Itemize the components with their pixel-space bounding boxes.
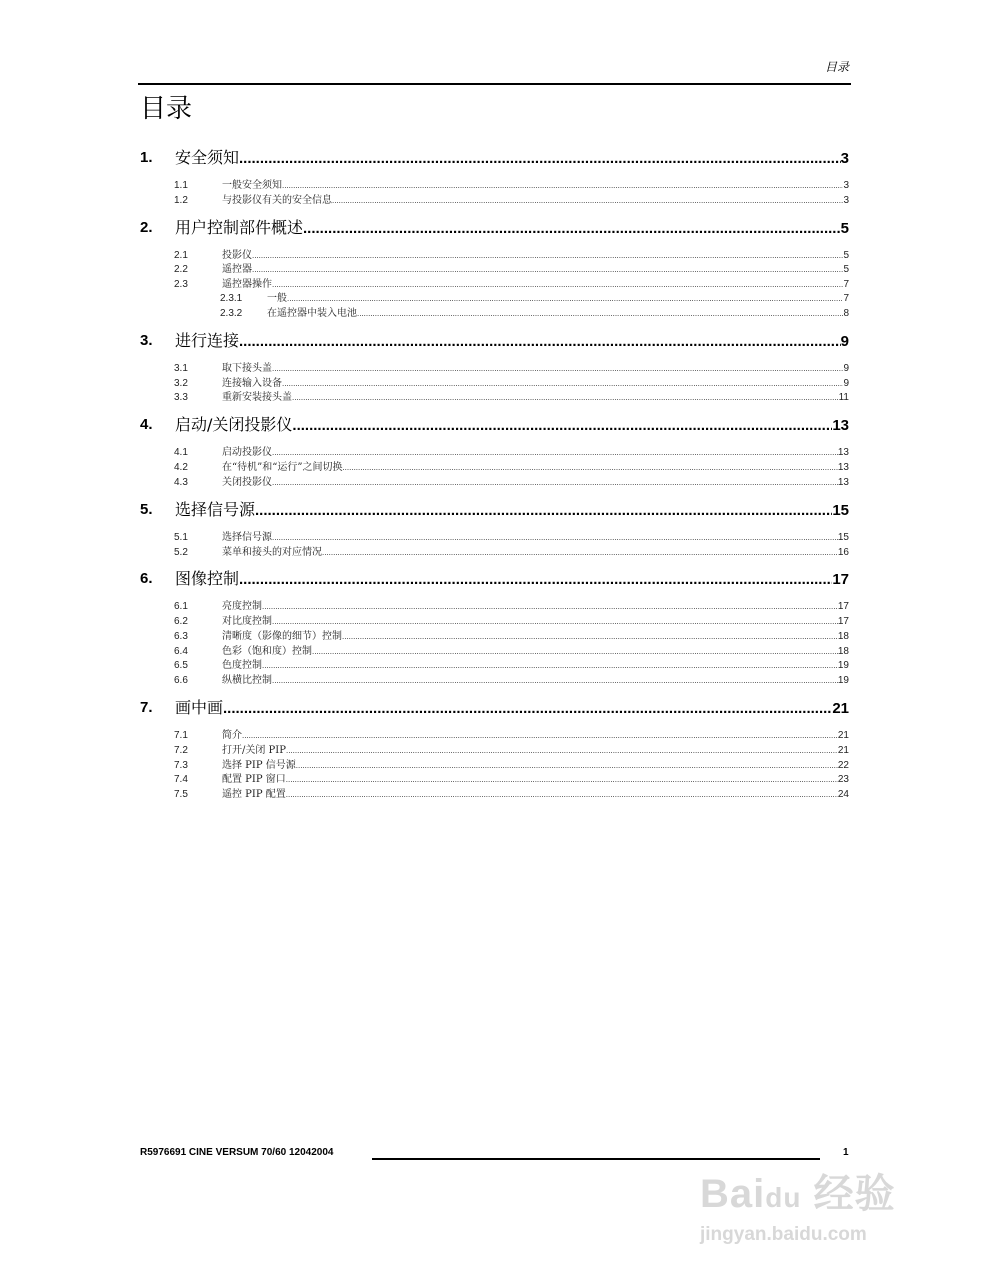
toc-number: 6.4 bbox=[174, 646, 188, 657]
toc-number: 6.3 bbox=[174, 631, 188, 642]
toc-number: 6.6 bbox=[174, 675, 188, 686]
toc-label: 遥控 PIP 配置 bbox=[222, 789, 286, 800]
toc-page-number: 5 bbox=[840, 220, 849, 237]
toc-label: 画中画 bbox=[175, 698, 224, 717]
toc-page-number: 7 bbox=[843, 293, 849, 304]
toc-page-number: 8 bbox=[843, 308, 849, 319]
toc-page-number: 18 bbox=[837, 646, 849, 657]
toc-entry[interactable] bbox=[0, 674, 849, 687]
dot-leader bbox=[287, 292, 843, 305]
toc-page-number: 15 bbox=[832, 502, 849, 519]
dot-leader bbox=[296, 759, 838, 772]
toc-label: 用户控制部件概述 bbox=[175, 218, 304, 237]
toc-page-number: 21 bbox=[832, 700, 849, 717]
dot-leader bbox=[282, 179, 843, 192]
dot-leader bbox=[312, 645, 838, 658]
dot-leader bbox=[272, 278, 843, 291]
toc-label: 连接输入设备 bbox=[222, 378, 282, 389]
toc-number: 3.2 bbox=[174, 378, 188, 389]
toc-page-number: 15 bbox=[837, 532, 849, 543]
toc-number: 2.1 bbox=[174, 250, 188, 261]
dot-leader bbox=[252, 263, 843, 276]
toc-number: 2.3 bbox=[174, 279, 188, 290]
toc-page-number: 19 bbox=[837, 660, 849, 671]
dot-leader bbox=[332, 194, 843, 207]
toc-page-number: 5 bbox=[843, 264, 849, 275]
dot-leader bbox=[255, 501, 832, 521]
toc-page-number: 22 bbox=[837, 760, 849, 771]
toc-label: 亮度控制 bbox=[222, 601, 262, 612]
toc-page-number: 9 bbox=[843, 378, 849, 389]
toc-label: 启动/关闭投影仪 bbox=[175, 415, 293, 434]
toc-label: 打开/关闭 PIP bbox=[222, 745, 286, 756]
toc-entry[interactable] bbox=[0, 249, 849, 262]
toc-entry[interactable] bbox=[0, 391, 849, 404]
dot-leader bbox=[239, 149, 841, 169]
dot-leader bbox=[282, 377, 843, 390]
toc-number: 6.2 bbox=[174, 616, 188, 627]
toc-entry[interactable] bbox=[0, 630, 849, 643]
toc-entry[interactable] bbox=[0, 659, 849, 672]
toc-entry[interactable] bbox=[0, 278, 849, 291]
toc-number: 6. bbox=[140, 570, 153, 587]
dot-leader bbox=[357, 307, 843, 320]
toc-label: 一般安全须知 bbox=[222, 180, 282, 191]
toc-label: 清晰度（影像的细节）控制 bbox=[222, 631, 342, 642]
toc-entry[interactable] bbox=[0, 148, 849, 168]
running-header: 目录 bbox=[824, 60, 849, 74]
toc-entry[interactable] bbox=[0, 615, 849, 628]
dot-leader bbox=[322, 546, 838, 559]
dot-leader bbox=[262, 600, 838, 613]
dot-leader bbox=[262, 659, 838, 672]
toc-label: 图像控制 bbox=[175, 569, 240, 588]
toc-label: 对比度控制 bbox=[222, 616, 272, 627]
toc-label: 遥控器操作 bbox=[222, 279, 272, 290]
toc-page-number: 24 bbox=[837, 789, 849, 800]
toc-page-number: 3 bbox=[843, 180, 849, 191]
toc-entry[interactable] bbox=[0, 759, 849, 772]
toc-entry[interactable] bbox=[0, 729, 849, 742]
watermark-url: jingyan.baidu.com bbox=[700, 1224, 867, 1245]
toc-number: 4.3 bbox=[174, 477, 188, 488]
toc-entry[interactable] bbox=[0, 500, 849, 520]
toc-label: 取下接头盖 bbox=[222, 363, 272, 374]
dot-leader bbox=[272, 446, 838, 459]
dot-leader bbox=[286, 744, 838, 757]
toc-label: 在遥控器中装入电池 bbox=[267, 308, 357, 319]
toc-entry[interactable] bbox=[0, 531, 849, 544]
toc-label: 投影仪 bbox=[222, 250, 252, 261]
toc-entry[interactable] bbox=[0, 331, 849, 351]
toc-number: 6.5 bbox=[174, 660, 188, 671]
toc-number: 6.1 bbox=[174, 601, 188, 612]
toc-page-number: 3 bbox=[840, 150, 849, 167]
dot-leader bbox=[272, 674, 838, 687]
toc-entry[interactable] bbox=[0, 773, 849, 786]
footer-rule bbox=[372, 1158, 820, 1160]
dot-leader bbox=[342, 461, 837, 474]
toc-page-number: 13 bbox=[832, 417, 849, 434]
toc-entry[interactable] bbox=[0, 179, 849, 192]
toc-number: 5. bbox=[140, 501, 153, 518]
toc-entry[interactable] bbox=[0, 307, 849, 320]
toc-entry[interactable] bbox=[0, 377, 849, 390]
toc-number: 5.1 bbox=[174, 532, 188, 543]
toc-entry[interactable] bbox=[0, 292, 849, 305]
toc-entry[interactable] bbox=[0, 476, 849, 489]
dot-leader bbox=[342, 630, 838, 643]
toc-entry[interactable] bbox=[0, 569, 849, 589]
toc-page-number: 18 bbox=[837, 631, 849, 642]
toc-number: 2.2 bbox=[174, 264, 188, 275]
toc-label: 启动投影仪 bbox=[222, 447, 272, 458]
toc-number: 4. bbox=[140, 416, 153, 433]
watermark-logo: Baidu 经验 bbox=[700, 1172, 896, 1216]
toc-page-number: 16 bbox=[837, 547, 849, 558]
toc-page-number: 21 bbox=[837, 730, 849, 741]
toc-label: 选择信号源 bbox=[222, 532, 272, 543]
toc-page-number: 9 bbox=[843, 363, 849, 374]
dot-leader bbox=[242, 729, 838, 742]
dot-leader bbox=[272, 615, 838, 628]
header-rule bbox=[138, 83, 851, 85]
toc-label: 与投影仪有关的安全信息 bbox=[222, 195, 332, 206]
toc-page-number: 17 bbox=[832, 571, 849, 588]
toc-entry[interactable] bbox=[0, 788, 849, 801]
toc-page-number: 7 bbox=[843, 279, 849, 290]
dot-leader bbox=[239, 570, 832, 590]
toc-number: 3. bbox=[140, 332, 153, 349]
toc-number: 2. bbox=[140, 219, 153, 236]
toc-label: 配置 PIP 窗口 bbox=[222, 774, 286, 785]
dot-leader bbox=[303, 219, 841, 239]
toc-page-number: 11 bbox=[838, 392, 849, 403]
dot-leader bbox=[272, 476, 838, 489]
toc-entry[interactable] bbox=[0, 546, 849, 559]
toc-number: 2.3.1 bbox=[220, 293, 243, 304]
toc-page-number: 13 bbox=[837, 477, 849, 488]
footer-page-number: 1 bbox=[843, 1147, 849, 1158]
toc-label: 进行连接 bbox=[175, 331, 240, 350]
toc-number: 7. bbox=[140, 699, 153, 716]
toc-entry[interactable] bbox=[0, 600, 849, 613]
toc-label: 纵横比控制 bbox=[222, 675, 272, 686]
toc-label: 安全须知 bbox=[175, 148, 240, 167]
toc-entry[interactable] bbox=[0, 645, 849, 658]
toc-page-number: 17 bbox=[837, 601, 849, 612]
toc-entry[interactable] bbox=[0, 698, 849, 718]
toc-entry[interactable] bbox=[0, 263, 849, 276]
toc-number: 1.1 bbox=[174, 180, 188, 191]
toc-label: 在“待机”和“运行”之间切换 bbox=[222, 462, 343, 473]
dot-leader bbox=[292, 391, 839, 404]
toc-number: 2.3.2 bbox=[220, 308, 243, 319]
toc-number: 1.2 bbox=[174, 195, 188, 206]
toc-number: 7.2 bbox=[174, 745, 188, 756]
toc-page-number: 5 bbox=[843, 250, 849, 261]
toc-page-number: 21 bbox=[837, 745, 849, 756]
toc-entry[interactable] bbox=[0, 194, 849, 207]
toc-page-number: 13 bbox=[837, 447, 849, 458]
toc-label: 一般 bbox=[267, 293, 287, 304]
dot-leader bbox=[292, 416, 832, 436]
dot-leader bbox=[272, 362, 843, 375]
toc-number: 7.3 bbox=[174, 760, 188, 771]
toc-number: 3.1 bbox=[174, 363, 188, 374]
toc-label: 遥控器 bbox=[222, 264, 252, 275]
toc-label: 菜单和接头的对应情况 bbox=[222, 547, 322, 558]
toc-entry[interactable] bbox=[0, 446, 849, 459]
toc-entry[interactable] bbox=[0, 362, 849, 375]
toc-number: 7.5 bbox=[174, 789, 188, 800]
toc-page-number: 19 bbox=[837, 675, 849, 686]
toc-label: 关闭投影仪 bbox=[222, 477, 272, 488]
dot-leader bbox=[286, 788, 838, 801]
toc-number: 7.4 bbox=[174, 774, 188, 785]
toc-number: 4.2 bbox=[174, 462, 188, 473]
toc-label: 简介 bbox=[222, 730, 242, 741]
toc-number: 1. bbox=[140, 149, 153, 166]
toc-page-number: 9 bbox=[840, 333, 849, 350]
baidu-watermark bbox=[700, 1172, 896, 1246]
toc-label: 色彩（饱和度）控制 bbox=[222, 646, 312, 657]
toc-label: 重新安装接头盖 bbox=[222, 392, 292, 403]
page-title: 目录 bbox=[140, 94, 193, 124]
dot-leader bbox=[223, 699, 832, 719]
dot-leader bbox=[286, 773, 838, 786]
toc-label: 选择信号源 bbox=[175, 500, 256, 519]
toc-page-number: 17 bbox=[837, 616, 849, 627]
toc-label: 选择 PIP 信号源 bbox=[222, 760, 296, 771]
dot-leader bbox=[239, 332, 841, 352]
toc-number: 5.2 bbox=[174, 547, 188, 558]
toc-entry[interactable] bbox=[0, 461, 849, 474]
toc-number: 3.3 bbox=[174, 392, 188, 403]
dot-leader bbox=[272, 531, 838, 544]
toc-number: 4.1 bbox=[174, 447, 188, 458]
dot-leader bbox=[252, 249, 843, 262]
toc-entry[interactable] bbox=[0, 415, 849, 435]
footer-doc-id: R5976691 CINE VERSUM 70/60 12042004 bbox=[140, 1147, 334, 1158]
toc-entry[interactable] bbox=[0, 218, 849, 238]
toc-entry[interactable] bbox=[0, 744, 849, 757]
toc-page-number: 3 bbox=[843, 195, 849, 206]
toc-number: 7.1 bbox=[174, 730, 188, 741]
toc-label: 色度控制 bbox=[222, 660, 262, 671]
toc-page-number: 13 bbox=[837, 462, 849, 473]
toc-page-number: 23 bbox=[837, 774, 849, 785]
